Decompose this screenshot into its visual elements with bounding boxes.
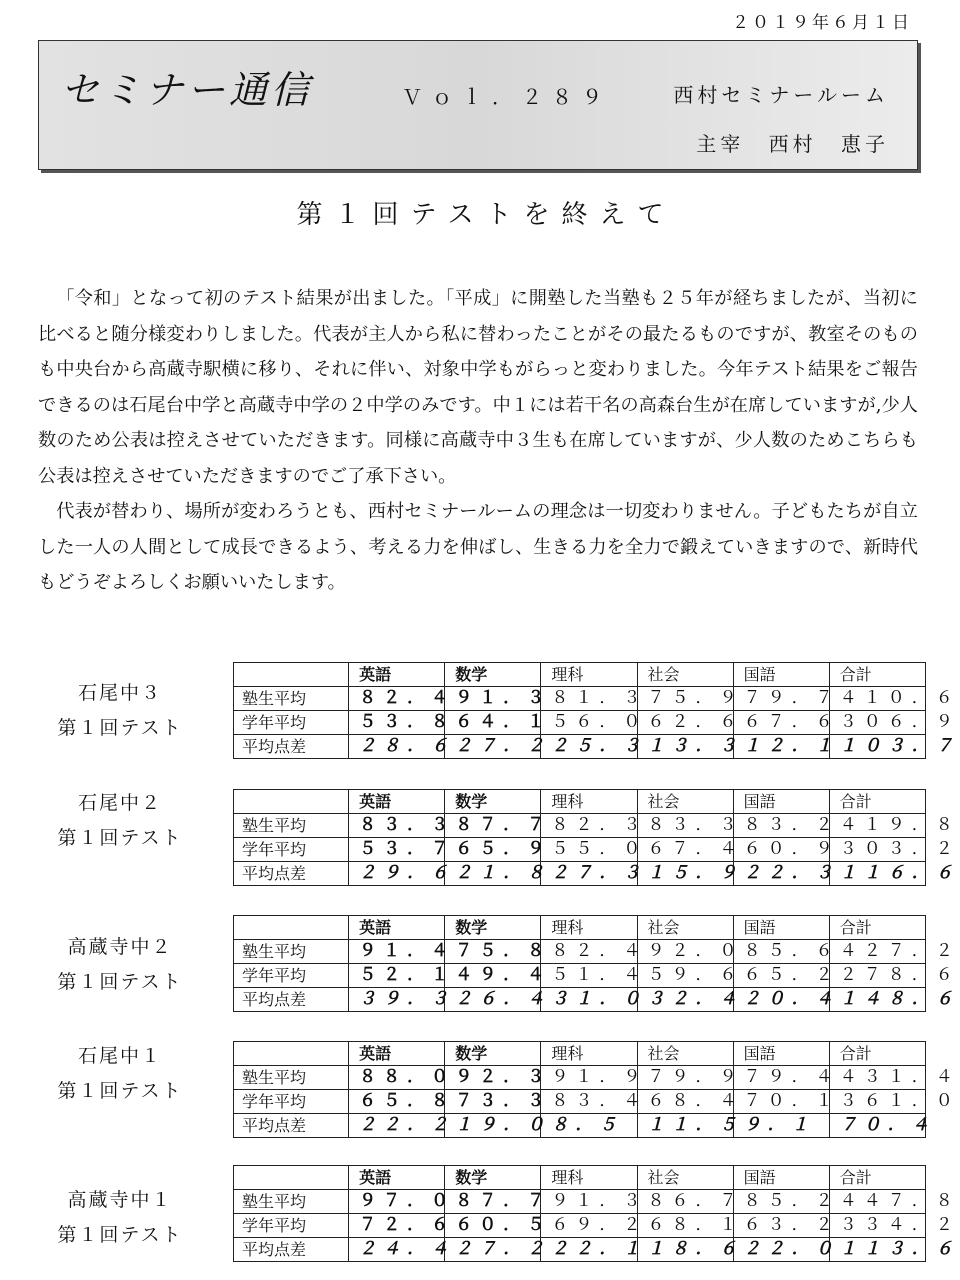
- score-cell: ２５．３: [541, 735, 637, 759]
- score-cell: ３０３．２: [829, 838, 925, 862]
- score-cell: ３０６．９: [829, 711, 925, 735]
- score-cell: ８２．３: [541, 814, 637, 838]
- table-row: [234, 1190, 926, 1214]
- school-name: 高蔵寺中１: [67, 1189, 173, 1211]
- column-header: 理科: [541, 790, 637, 814]
- score-cell: ７５．９: [637, 687, 733, 711]
- column-header: 国語: [733, 916, 829, 940]
- school-name: 石尾中１: [77, 1045, 162, 1067]
- score-cell: ５５．０: [541, 838, 637, 862]
- row-label: 学年平均: [234, 711, 349, 735]
- column-header: 数学: [445, 663, 541, 687]
- column-header: 理科: [541, 1042, 637, 1066]
- score-cell: ４９．４: [445, 964, 541, 988]
- paragraph: 「令和」となって初のテスト結果が出ました。「平成」に開塾した当塾も２５年が経ちましたが、当初に比べると随分様変わりしました。代表が主人から私に替わったことがその最たるものですが、教室そのものも中央台から高蔵寺駅横に移り、それに伴い、対象中学もがらっと変わりました。今年テスト結果をご報告できるのは石尾台中学と高蔵寺中学の２中学のみです。中１には若干名の高森台生が在席していますが,少人数のため公表は控えさせていただきます。同様に高蔵寺中３生も在席していますが、少人数のためこちらも公表は控えさせていただきますのでご了承下さい。: [38, 288, 918, 487]
- school-name: 石尾中３: [77, 682, 162, 704]
- score-cell: ６７．６: [733, 711, 829, 735]
- column-header: 理科: [541, 1166, 637, 1190]
- score-cell: ２４．４: [349, 1238, 445, 1262]
- score-cell: ６０．９: [733, 838, 829, 862]
- row-label: 平均点差: [234, 1238, 349, 1262]
- test-name: 第１回テスト: [57, 1080, 183, 1102]
- score-cell: ２２．２: [349, 1114, 445, 1138]
- score-cell: ９１．３: [445, 687, 541, 711]
- score-cell: ６０．５: [445, 1214, 541, 1238]
- score-cell: ２０．４: [733, 988, 829, 1012]
- column-header: 合計: [829, 1166, 925, 1190]
- table-row: [234, 1214, 926, 1238]
- test-name: 第１回テスト: [57, 1224, 183, 1246]
- column-header: [234, 1042, 349, 1066]
- table-row: [234, 1114, 926, 1138]
- column-header: 国語: [733, 1042, 829, 1066]
- test-label: [30, 1183, 210, 1253]
- test-name: 第１回テスト: [57, 717, 183, 739]
- column-header: 合計: [829, 916, 925, 940]
- article-title: 第１回テストを終えて: [296, 200, 676, 230]
- score-cell: ４１０．６: [829, 687, 925, 711]
- column-header: 英語: [349, 1042, 445, 1066]
- score-table: [233, 1041, 960, 1138]
- row-label: 塾生平均: [234, 687, 349, 711]
- column-header: 数学: [445, 916, 541, 940]
- row-label: 学年平均: [234, 838, 349, 862]
- score-cell: ７５．８: [445, 940, 541, 964]
- score-cell: ５１．４: [541, 964, 637, 988]
- volume-number: Ｖｏｌ．２８９: [402, 85, 612, 109]
- score-cell: ６３．２: [733, 1214, 829, 1238]
- table-row: [234, 687, 926, 711]
- score-cell: ８２．４: [349, 687, 445, 711]
- score-cell: ２７８．６: [829, 964, 925, 988]
- column-header: 数学: [445, 1042, 541, 1066]
- table-row: [234, 711, 926, 735]
- test-label: [30, 786, 210, 856]
- score-cell: ８８．０: [349, 1066, 445, 1090]
- score-cell: ９１．４: [349, 940, 445, 964]
- score-cell: ５９．６: [637, 964, 733, 988]
- column-header: [234, 663, 349, 687]
- score-cell: ６４．１: [445, 711, 541, 735]
- column-header: 社会: [637, 1166, 733, 1190]
- score-cell: ８７．７: [445, 814, 541, 838]
- score-cell: ２７．２: [445, 735, 541, 759]
- table-row: [234, 1090, 926, 1114]
- score-cell: ９２．０: [637, 940, 733, 964]
- column-header: 国語: [733, 790, 829, 814]
- score-cell: ６９．２: [541, 1214, 637, 1238]
- score-cell: ７９．４: [733, 1066, 829, 1090]
- score-cell: ８３．３: [637, 814, 733, 838]
- score-cell: １８．６: [637, 1238, 733, 1262]
- column-header: 国語: [733, 663, 829, 687]
- school-name: 高蔵寺中２: [67, 936, 173, 958]
- score-cell: ９１．９: [541, 1066, 637, 1090]
- score-cell: １１６．６: [829, 862, 925, 886]
- table-row: [234, 814, 926, 838]
- score-cell: ８１．３: [541, 687, 637, 711]
- score-cell: １１３．６: [829, 1238, 925, 1262]
- column-header: [234, 1166, 349, 1190]
- column-header: 数学: [445, 790, 541, 814]
- row-label: 塾生平均: [234, 940, 349, 964]
- test-label: [30, 676, 210, 746]
- score-cell: ８５．６: [733, 940, 829, 964]
- row-label: 平均点差: [234, 1114, 349, 1138]
- score-cell: ４２７．２: [829, 940, 925, 964]
- score-cell: ３６１．０: [829, 1090, 925, 1114]
- score-cell: ２７．３: [541, 862, 637, 886]
- organization-name: 西村セミナールーム: [673, 83, 889, 107]
- column-header: 理科: [541, 663, 637, 687]
- column-header: 合計: [829, 790, 925, 814]
- score-cell: ６２．６: [637, 711, 733, 735]
- column-header: 社会: [637, 663, 733, 687]
- score-cell: ７９．７: [733, 687, 829, 711]
- score-table: [233, 1165, 960, 1262]
- score-cell: ２６．４: [445, 988, 541, 1012]
- score-cell: １３．３: [637, 735, 733, 759]
- score-cell: ７３．３: [445, 1090, 541, 1114]
- column-header: 英語: [349, 1166, 445, 1190]
- score-cell: ２８．６: [349, 735, 445, 759]
- score-cell: １２．１: [733, 735, 829, 759]
- score-cell: ２２．０: [733, 1238, 829, 1262]
- score-cell: １５．９: [637, 862, 733, 886]
- score-cell: ８７．７: [445, 1190, 541, 1214]
- row-label: 塾生平均: [234, 1190, 349, 1214]
- score-cell: ９２．３: [445, 1066, 541, 1090]
- column-header: 社会: [637, 790, 733, 814]
- score-cell: １１．５: [637, 1114, 733, 1138]
- host-name: 主宰 西村 恵子: [696, 132, 889, 156]
- row-label: 塾生平均: [234, 814, 349, 838]
- column-header: 合計: [829, 1042, 925, 1066]
- table-header-row: [234, 1042, 926, 1066]
- column-header: 合計: [829, 663, 925, 687]
- score-cell: ６５．８: [349, 1090, 445, 1114]
- row-label: 学年平均: [234, 1214, 349, 1238]
- score-cell: ７９．９: [637, 1066, 733, 1090]
- score-cell: １０３．７: [829, 735, 925, 759]
- score-cell: ２２．３: [733, 862, 829, 886]
- test-label: [30, 930, 210, 1000]
- school-name: 石尾中２: [77, 792, 162, 814]
- score-cell: ２９．６: [349, 862, 445, 886]
- score-cell: ３３４．２: [829, 1214, 925, 1238]
- column-header: 社会: [637, 1042, 733, 1066]
- score-cell: １４８．６: [829, 988, 925, 1012]
- score-cell: ８２．４: [541, 940, 637, 964]
- issue-date: ２０１９年６月１日: [732, 13, 912, 33]
- score-cell: ６８．１: [637, 1214, 733, 1238]
- score-cell: ５３．７: [349, 838, 445, 862]
- score-cell: ４３１．４: [829, 1066, 925, 1090]
- score-cell: ５３．８: [349, 711, 445, 735]
- test-label: [30, 1039, 210, 1109]
- score-cell: ５２．１: [349, 964, 445, 988]
- column-header: 英語: [349, 790, 445, 814]
- column-header: 数学: [445, 1166, 541, 1190]
- table-row: [234, 940, 926, 964]
- score-cell: ８６．７: [637, 1190, 733, 1214]
- table-row: [234, 1066, 926, 1090]
- score-cell: ６７．４: [637, 838, 733, 862]
- column-header: 英語: [349, 916, 445, 940]
- score-cell: ３１．０: [541, 988, 637, 1012]
- score-cell: ３９．３: [349, 988, 445, 1012]
- score-cell: ８．５: [541, 1114, 637, 1138]
- score-cell: ４４７．８: [829, 1190, 925, 1214]
- table-row: [234, 862, 926, 886]
- newsletter-title: セミナー通信: [61, 68, 314, 112]
- table-header-row: [234, 663, 926, 687]
- score-cell: ９１．３: [541, 1190, 637, 1214]
- score-cell: ３２．４: [637, 988, 733, 1012]
- table-header-row: [234, 1166, 926, 1190]
- newsletter-header: [38, 40, 918, 170]
- column-header: 理科: [541, 916, 637, 940]
- test-name: 第１回テスト: [57, 827, 183, 849]
- row-label: 学年平均: [234, 1090, 349, 1114]
- score-cell: ４１９．８: [829, 814, 925, 838]
- column-header: [234, 916, 349, 940]
- row-label: 学年平均: [234, 964, 349, 988]
- table-row: [234, 1238, 926, 1262]
- score-cell: ２１．８: [445, 862, 541, 886]
- score-cell: ６５．９: [445, 838, 541, 862]
- score-cell: ８３．４: [541, 1090, 637, 1114]
- table-header-row: [234, 790, 926, 814]
- score-cell: ７０．４: [829, 1114, 925, 1138]
- row-label: 塾生平均: [234, 1066, 349, 1090]
- score-cell: １９．０: [445, 1114, 541, 1138]
- column-header: 社会: [637, 916, 733, 940]
- score-cell: ９７．０: [349, 1190, 445, 1214]
- score-cell: ６５．２: [733, 964, 829, 988]
- table-row: [234, 838, 926, 862]
- score-cell: ８３．３: [349, 814, 445, 838]
- row-label: 平均点差: [234, 735, 349, 759]
- table-header-row: [234, 916, 926, 940]
- table-row: [234, 988, 926, 1012]
- score-cell: ２２．１: [541, 1238, 637, 1262]
- score-cell: ５６．０: [541, 711, 637, 735]
- test-name: 第１回テスト: [57, 971, 183, 993]
- column-header: 国語: [733, 1166, 829, 1190]
- column-header: 英語: [349, 663, 445, 687]
- score-cell: ７２．６: [349, 1214, 445, 1238]
- row-label: 平均点差: [234, 988, 349, 1012]
- paragraph: 代表が替わり、場所が変わろうとも、西村セミナールームの理念は一切変わりません。子どもたちが自立した一人の人間として成長できるよう、考える力を伸ばし、生きる力を全力で鍛えていきますので、新時代もどうぞよろしくお願いいたします。: [38, 501, 918, 593]
- score-table: [233, 662, 960, 759]
- score-cell: ６８．４: [637, 1090, 733, 1114]
- score-cell: ９．１: [733, 1114, 829, 1138]
- score-cell: ８３．２: [733, 814, 829, 838]
- article-body: [38, 281, 918, 601]
- score-cell: ７０．１: [733, 1090, 829, 1114]
- score-table: [233, 915, 960, 1012]
- score-table: [233, 789, 960, 886]
- table-row: [234, 735, 926, 759]
- row-label: 平均点差: [234, 862, 349, 886]
- score-cell: ８５．２: [733, 1190, 829, 1214]
- column-header: [234, 790, 349, 814]
- score-cell: ２７．２: [445, 1238, 541, 1262]
- table-row: [234, 964, 926, 988]
